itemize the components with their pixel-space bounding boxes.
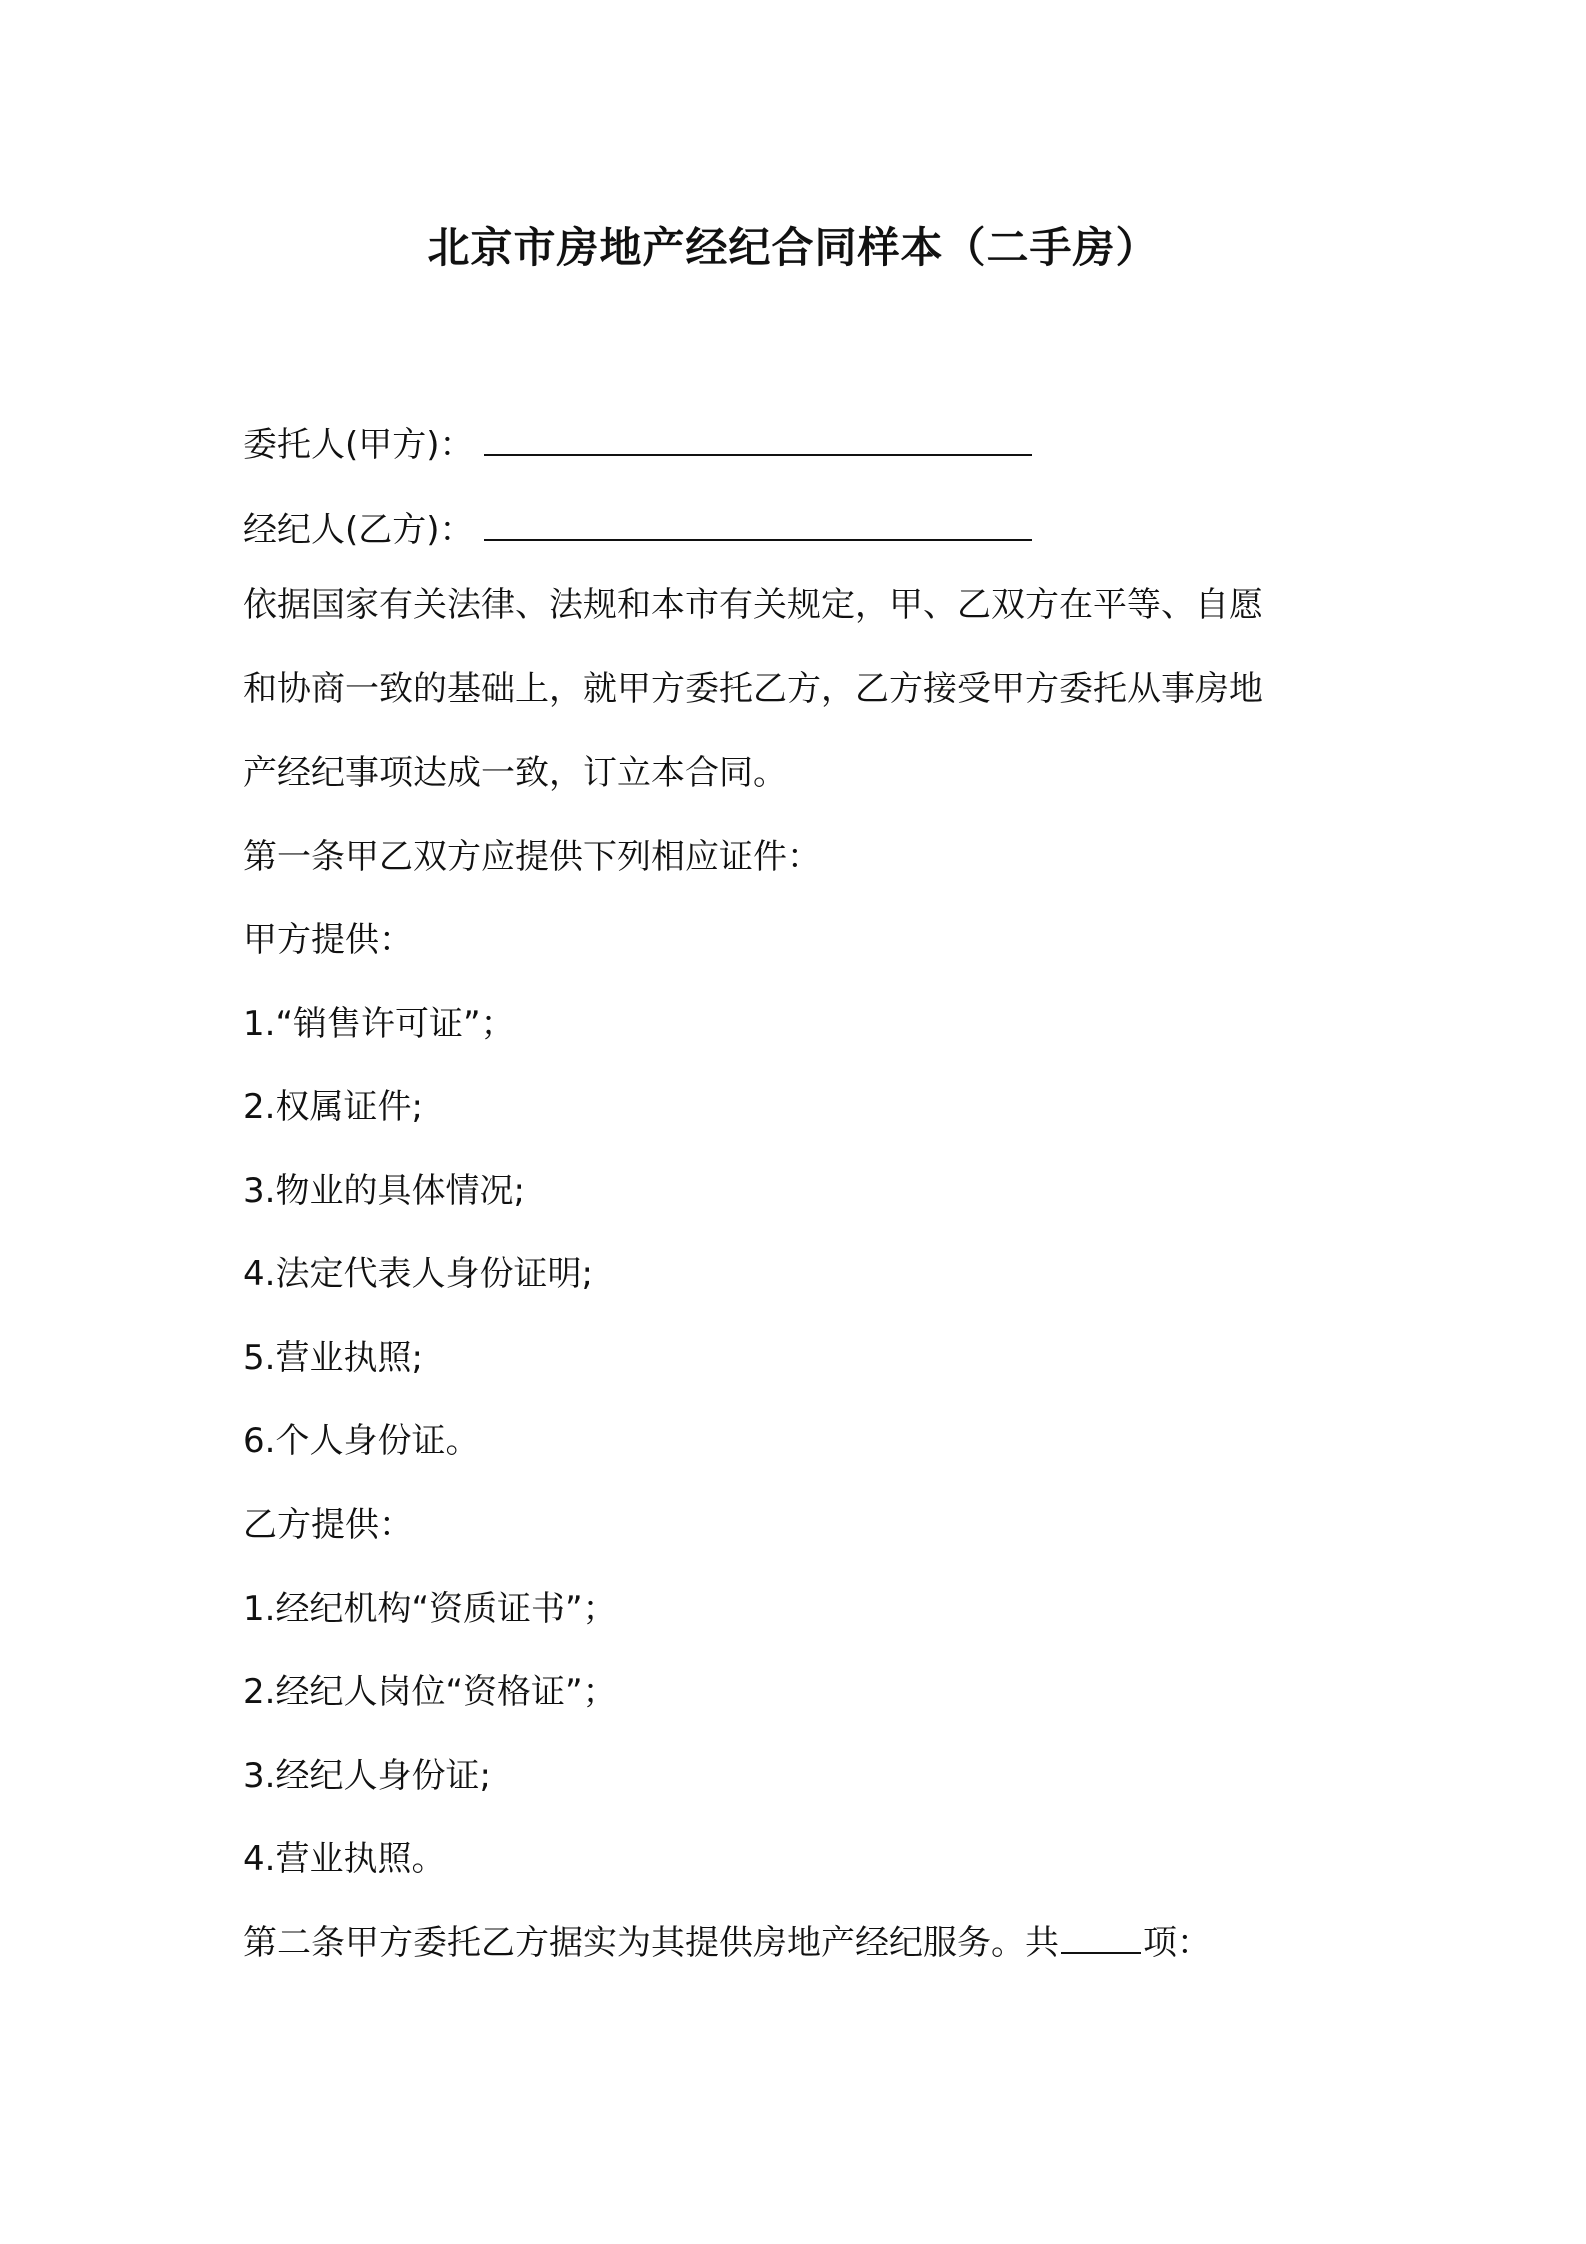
party-a-label: 委托人(甲方)： xyxy=(243,425,474,465)
party-b-blank[interactable] xyxy=(484,505,1032,541)
party-a-item: 3.物业的具体情况; xyxy=(243,1171,525,1211)
party-a-item: 4.法定代表人身份证明; xyxy=(243,1254,593,1294)
party-b-line xyxy=(243,505,1032,555)
party-b-item: 4.营业执照。 xyxy=(243,1839,446,1879)
party-a-provides-heading: 甲方提供： xyxy=(243,920,413,960)
party-b-label: 经纪人(乙方)： xyxy=(243,510,474,550)
party-a-item: 5.营业执照; xyxy=(243,1338,423,1378)
document-title: 北京市房地产经纪合同样本（二手房） xyxy=(427,223,1159,272)
intro-line-3: 产经纪事项达成一致，订立本合同。 xyxy=(243,753,787,793)
item-count-blank[interactable] xyxy=(1061,1918,1141,1954)
intro-line-2: 和协商一致的基础上，就甲方委托乙方，乙方接受甲方委托从事房地 xyxy=(243,669,1263,709)
party-b-item: 1.经纪机构“资质证书”； xyxy=(243,1589,617,1629)
intro-line-1: 依据国家有关法律、法规和本市有关规定，甲、乙双方在平等、自愿 xyxy=(243,585,1263,625)
party-b-item: 3.经纪人身份证; xyxy=(243,1756,491,1796)
party-a-blank[interactable] xyxy=(484,420,1032,456)
party-a-item: 6.个人身份证。 xyxy=(243,1421,480,1461)
article-1: 第一条甲乙双方应提供下列相应证件： xyxy=(243,837,821,877)
party-a-item: 1.“销售许可证”； xyxy=(243,1004,515,1044)
party-b-item: 2.经纪人岗位“资格证”； xyxy=(243,1672,617,1712)
article-2-suffix: 项： xyxy=(1143,1923,1211,1963)
party-a-line xyxy=(243,420,1032,470)
party-a-item: 2.权属证件; xyxy=(243,1087,423,1127)
party-b-provides-heading: 乙方提供： xyxy=(243,1505,413,1545)
article-2 xyxy=(243,1918,1211,1968)
article-2-text: 第二条甲方委托乙方据实为其提供房地产经纪服务。共 xyxy=(243,1923,1059,1963)
